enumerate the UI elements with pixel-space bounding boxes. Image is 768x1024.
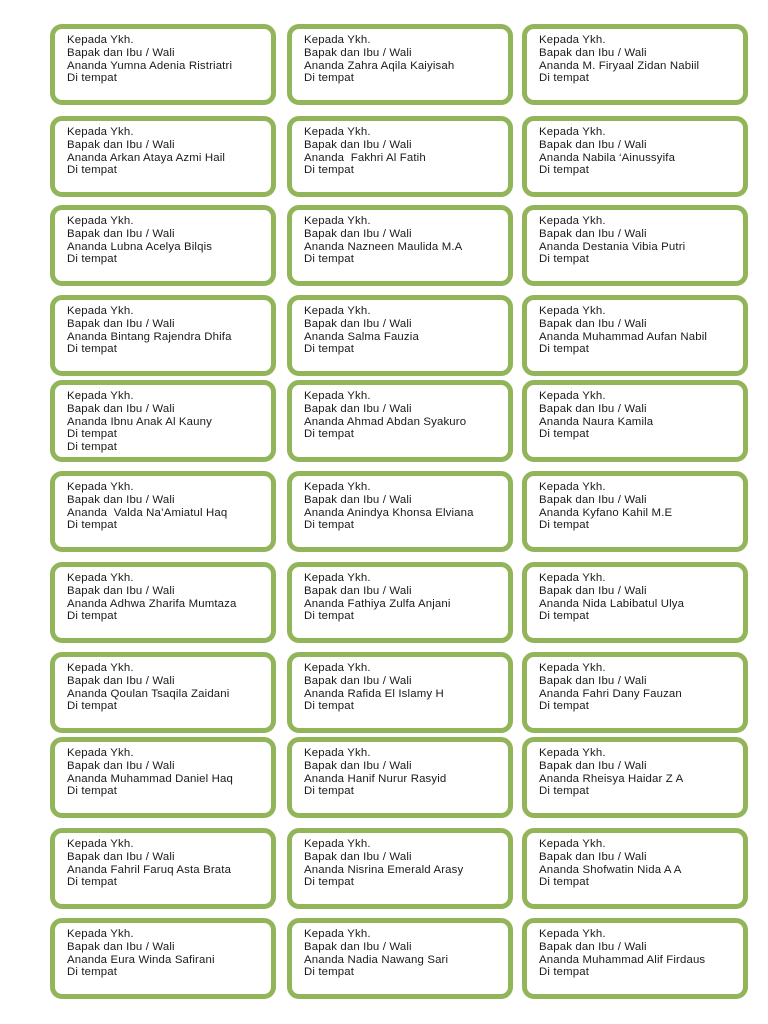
label-place: Di tempat	[67, 164, 118, 177]
label-student-name: Ananda Destania Vibia Putri	[539, 240, 686, 253]
label-student-name: Ananda Naura Kamila	[539, 415, 654, 428]
label-student-name: Ananda Fahril Faruq Asta Brata	[67, 863, 232, 876]
label-place: Di tempat	[304, 785, 355, 798]
label-salutation: Kepada Ykh.	[67, 928, 134, 940]
address-label	[522, 116, 748, 197]
address-label	[50, 380, 276, 462]
label-recipient: Bapak dan Ibu / Wali	[539, 317, 647, 330]
label-student-name: Ananda Muhammad Alif Firdaus	[539, 953, 706, 966]
address-label	[50, 918, 276, 999]
label-place: Di tempat	[539, 876, 590, 889]
address-label	[522, 24, 748, 105]
label-place: Di tempat	[67, 428, 118, 441]
label-salutation: Kepada Ykh.	[304, 747, 371, 759]
address-label	[287, 205, 513, 286]
label-student-name: Ananda Ibnu Anak Al Kauny	[67, 415, 212, 428]
address-label	[522, 562, 748, 643]
label-salutation: Kepada Ykh.	[67, 662, 134, 674]
label-place: Di tempat	[67, 700, 118, 713]
label-salutation: Kepada Ykh.	[67, 481, 134, 493]
label-student-name: Ananda Nida Labibatul Ulya	[539, 597, 685, 610]
label-recipient: Bapak dan Ibu / Wali	[67, 227, 175, 240]
address-label	[50, 828, 276, 909]
label-student-name: Ananda Salma Fauzia	[304, 330, 419, 343]
address-label	[50, 295, 276, 376]
label-recipient: Bapak dan Ibu / Wali	[67, 759, 175, 772]
label-place: Di tempat	[304, 253, 355, 266]
label-salutation: Kepada Ykh.	[539, 305, 606, 317]
address-label	[50, 737, 276, 818]
label-salutation: Kepada Ykh.	[539, 838, 606, 850]
address-label	[50, 652, 276, 733]
address-label	[287, 380, 513, 462]
label-place: Di tempat	[304, 519, 355, 532]
label-recipient: Bapak dan Ibu / Wali	[539, 227, 647, 240]
label-student-name: Ananda Zahra Aqila Kaiyisah	[304, 59, 455, 72]
label-recipient: Bapak dan Ibu / Wali	[539, 138, 647, 151]
label-student-name: Ananda Nadia Nawang Sari	[304, 953, 449, 966]
address-label	[522, 737, 748, 818]
label-salutation: Kepada Ykh.	[539, 747, 606, 759]
label-place: Di tempat	[304, 700, 355, 713]
address-label	[287, 295, 513, 376]
label-place-repeat: Di tempat	[67, 441, 118, 454]
label-student-name: Ananda Shofwatin Nida A A	[539, 863, 682, 876]
label-recipient: Bapak dan Ibu / Wali	[539, 759, 647, 772]
label-student-name: Ananda Fathiya Zulfa Anjani	[304, 597, 451, 610]
label-student-name: Ananda Lubna Acelya Bilqis	[67, 240, 213, 253]
label-place: Di tempat	[539, 428, 590, 441]
label-place: Di tempat	[304, 610, 355, 623]
label-student-name: Ananda Kyfano Kahil M.E	[539, 506, 673, 519]
label-student-name: Ananda Hanif Nurur Rasyid	[304, 772, 447, 785]
label-salutation: Kepada Ykh.	[67, 34, 134, 46]
label-place: Di tempat	[67, 610, 118, 623]
label-student-name: Ananda Nisrina Emerald Arasy	[304, 863, 464, 876]
label-place: Di tempat	[304, 876, 355, 889]
label-salutation: Kepada Ykh.	[67, 747, 134, 759]
label-student-name: Ananda Yumna Adenia Ristriatri	[67, 59, 233, 72]
label-recipient: Bapak dan Ibu / Wali	[304, 317, 412, 330]
address-label	[50, 116, 276, 197]
label-salutation: Kepada Ykh.	[539, 34, 606, 46]
label-student-name: Ananda Eura Winda Safirani	[67, 953, 215, 966]
label-student-name: Ananda Qoulan Tsaqila Zaidani	[67, 687, 230, 700]
address-label	[287, 24, 513, 105]
label-student-name: Ananda Anindya Khonsa Elviana	[304, 506, 474, 519]
address-label	[50, 562, 276, 643]
label-student-name: Ananda Rafida El Islamy H	[304, 687, 444, 700]
label-recipient: Bapak dan Ibu / Wali	[304, 759, 412, 772]
label-recipient: Bapak dan Ibu / Wali	[304, 227, 412, 240]
address-label	[287, 652, 513, 733]
address-label	[522, 918, 748, 999]
label-place: Di tempat	[539, 72, 590, 85]
label-place: Di tempat	[304, 343, 355, 356]
label-recipient: Bapak dan Ibu / Wali	[539, 584, 647, 597]
label-place: Di tempat	[304, 428, 355, 441]
label-salutation: Kepada Ykh.	[304, 390, 371, 402]
address-label	[50, 205, 276, 286]
label-recipient: Bapak dan Ibu / Wali	[67, 46, 175, 59]
label-place: Di tempat	[67, 966, 118, 979]
label-place: Di tempat	[539, 610, 590, 623]
label-place: Di tempat	[67, 876, 118, 889]
label-recipient: Bapak dan Ibu / Wali	[304, 402, 412, 415]
label-student-name: Ananda Valda Na’Amiatul Haq	[67, 506, 228, 519]
label-place: Di tempat	[67, 253, 118, 266]
label-salutation: Kepada Ykh.	[539, 481, 606, 493]
address-label	[287, 918, 513, 999]
label-place: Di tempat	[304, 72, 355, 85]
label-recipient: Bapak dan Ibu / Wali	[304, 674, 412, 687]
address-label	[287, 737, 513, 818]
label-salutation: Kepada Ykh.	[67, 305, 134, 317]
label-student-name: Ananda Muhammad Daniel Haq	[67, 772, 233, 785]
label-salutation: Kepada Ykh.	[539, 390, 606, 402]
label-student-name: Ananda Adhwa Zharifa Mumtaza	[67, 597, 237, 610]
address-label	[287, 828, 513, 909]
label-recipient: Bapak dan Ibu / Wali	[67, 584, 175, 597]
label-student-name: Ananda Muhammad Aufan Nabil	[539, 330, 708, 343]
address-label	[522, 652, 748, 733]
label-salutation: Kepada Ykh.	[67, 838, 134, 850]
label-salutation: Kepada Ykh.	[539, 126, 606, 138]
label-student-name: Ananda Arkan Ataya Azmi Hail	[67, 151, 226, 164]
address-label	[522, 828, 748, 909]
label-student-name: Ananda Rheisya Haidar Z A	[539, 772, 684, 785]
label-salutation: Kepada Ykh.	[304, 662, 371, 674]
address-label	[522, 205, 748, 286]
address-label	[522, 295, 748, 376]
label-place: Di tempat	[67, 343, 118, 356]
label-salutation: Kepada Ykh.	[539, 215, 606, 227]
label-salutation: Kepada Ykh.	[304, 34, 371, 46]
label-recipient: Bapak dan Ibu / Wali	[304, 584, 412, 597]
label-recipient: Bapak dan Ibu / Wali	[67, 138, 175, 151]
address-label	[522, 380, 748, 462]
label-recipient: Bapak dan Ibu / Wali	[539, 493, 647, 506]
label-place: Di tempat	[539, 785, 590, 798]
label-salutation: Kepada Ykh.	[539, 572, 606, 584]
label-place: Di tempat	[67, 72, 118, 85]
label-recipient: Bapak dan Ibu / Wali	[539, 940, 647, 953]
label-recipient: Bapak dan Ibu / Wali	[67, 493, 175, 506]
label-recipient: Bapak dan Ibu / Wali	[539, 46, 647, 59]
label-recipient: Bapak dan Ibu / Wali	[304, 940, 412, 953]
label-salutation: Kepada Ykh.	[304, 838, 371, 850]
label-recipient: Bapak dan Ibu / Wali	[304, 138, 412, 151]
label-salutation: Kepada Ykh.	[67, 390, 134, 402]
label-student-name: Ananda Nabila ‘Ainussyifa	[539, 151, 676, 164]
label-recipient: Bapak dan Ibu / Wali	[539, 850, 647, 863]
label-salutation: Kepada Ykh.	[304, 126, 371, 138]
label-student-name: Ananda M. Firyaal Zidan Nabiil	[539, 59, 700, 72]
address-label	[522, 471, 748, 552]
label-salutation: Kepada Ykh.	[304, 481, 371, 493]
label-student-name: Ananda Ahmad Abdan Syakuro	[304, 415, 467, 428]
label-place: Di tempat	[539, 253, 590, 266]
address-label	[287, 116, 513, 197]
label-student-name: Ananda Fahri Dany Fauzan	[539, 687, 682, 700]
label-place: Di tempat	[539, 343, 590, 356]
label-place: Di tempat	[539, 519, 590, 532]
label-place: Di tempat	[539, 700, 590, 713]
label-place: Di tempat	[304, 164, 355, 177]
label-recipient: Bapak dan Ibu / Wali	[67, 402, 175, 415]
label-salutation: Kepada Ykh.	[304, 928, 371, 940]
address-label	[287, 562, 513, 643]
label-recipient: Bapak dan Ibu / Wali	[67, 674, 175, 687]
label-recipient: Bapak dan Ibu / Wali	[304, 850, 412, 863]
address-label	[50, 471, 276, 552]
label-place: Di tempat	[67, 785, 118, 798]
label-salutation: Kepada Ykh.	[539, 662, 606, 674]
label-recipient: Bapak dan Ibu / Wali	[539, 674, 647, 687]
label-recipient: Bapak dan Ibu / Wali	[539, 402, 647, 415]
label-salutation: Kepada Ykh.	[67, 126, 134, 138]
label-salutation: Kepada Ykh.	[304, 215, 371, 227]
label-salutation: Kepada Ykh.	[304, 305, 371, 317]
label-student-name: Ananda Bintang Rajendra Dhifa	[67, 330, 232, 343]
address-label	[287, 471, 513, 552]
label-recipient: Bapak dan Ibu / Wali	[67, 940, 175, 953]
address-label	[50, 24, 276, 105]
label-recipient: Bapak dan Ibu / Wali	[67, 317, 175, 330]
label-place: Di tempat	[539, 164, 590, 177]
label-student-name: Ananda Fakhri Al Fatih	[304, 151, 426, 164]
label-student-name: Ananda Nazneen Maulida M.A	[304, 240, 463, 253]
label-recipient: Bapak dan Ibu / Wali	[304, 493, 412, 506]
label-place: Di tempat	[67, 519, 118, 532]
label-place: Di tempat	[304, 966, 355, 979]
label-recipient: Bapak dan Ibu / Wali	[67, 850, 175, 863]
label-recipient: Bapak dan Ibu / Wali	[304, 46, 412, 59]
label-salutation: Kepada Ykh.	[304, 572, 371, 584]
label-place: Di tempat	[539, 966, 590, 979]
label-salutation: Kepada Ykh.	[539, 928, 606, 940]
label-salutation: Kepada Ykh.	[67, 572, 134, 584]
label-salutation: Kepada Ykh.	[67, 215, 134, 227]
